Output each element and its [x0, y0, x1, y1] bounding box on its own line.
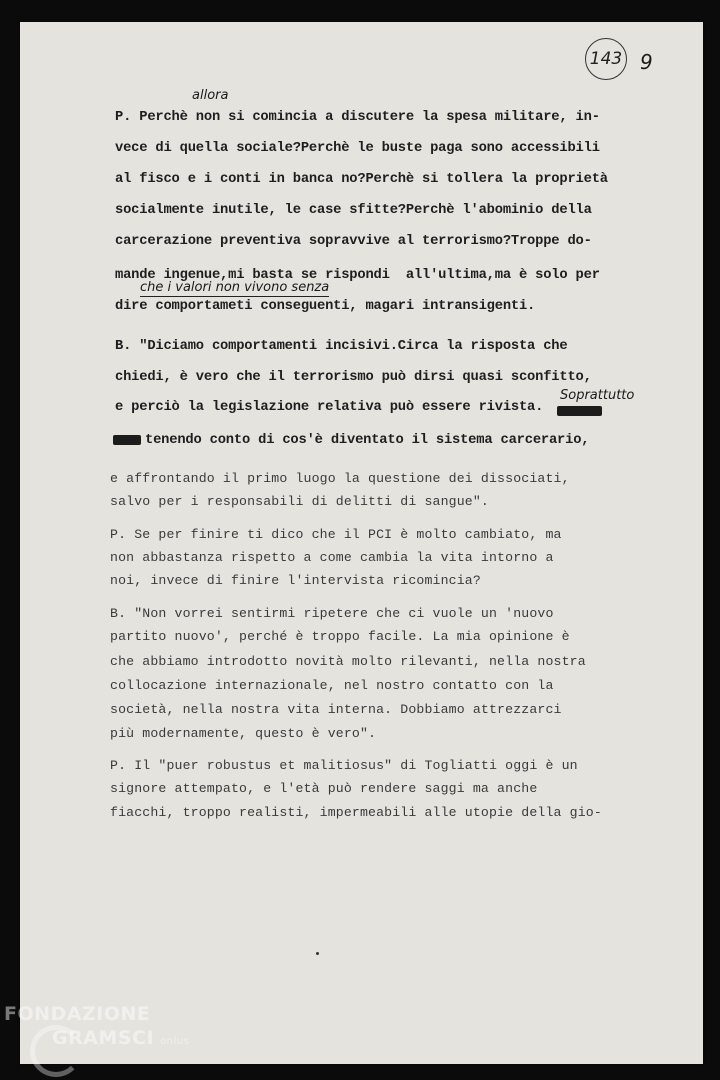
text-line: signore attempato, e l'età può rendere saggi ma anche: [110, 781, 538, 796]
text-line: al fisco e i conti in banca no?Perchè si tollera la proprietà: [115, 172, 608, 187]
text-line: società, nella nostra vita interna. Dobbiamo attrezzarci: [110, 702, 562, 717]
text-line: dire comportameti conseguenti, magari intransigenti.: [115, 299, 536, 314]
text-line: e perciò la legislazione relativa può essere rivista.: [115, 400, 544, 415]
text-line: P. Se per finire ti dico che il PCI è molto cambiato, ma: [110, 527, 562, 542]
logo-line1: FONDAZIONE: [4, 1003, 151, 1025]
text-line: e affrontando il primo luogo la questione dei dissociati,: [110, 471, 570, 486]
logo-onlus: onlus: [160, 1036, 190, 1047]
text-line: collocazione internazionale, nel nostro contatto con la: [110, 678, 554, 693]
annotation-soprattutto: Soprattutto: [560, 388, 635, 403]
redaction-mark: [113, 435, 141, 445]
text-line: partito nuovo', perché è troppo facile. La mia opinione è: [110, 629, 570, 644]
text-line: mande ingenue,mi basta se rispondi all'ultima,ma è solo per: [115, 268, 600, 283]
text-line: B. "Non vorrei sentirmi ripetere che ci vuole un 'nuovo: [110, 606, 554, 621]
text-line: tenendo conto di cos'è diventato il sistema carcerario,: [145, 433, 590, 448]
text-line: P. Il "puer robustus et malitiosus" di Togliatti oggi è un: [110, 758, 578, 773]
text-line: chiedi, è vero che il terrorismo può dirsi quasi sconfitto,: [115, 370, 592, 385]
text-line: noi, invece di finire l'intervista ricomincia?: [110, 573, 481, 588]
text-line: socialmente inutile, le case sfitte?Perchè l'abominio della: [115, 203, 592, 218]
text-line: che abbiamo introdotto novità molto rilevanti, nella nostra: [110, 654, 586, 669]
ink-dot: [316, 952, 319, 955]
redaction-mark: [557, 406, 602, 416]
text-line: B. "Diciamo comportamenti incisivi.Circa la risposta che: [115, 339, 568, 354]
annotation-allora: allora: [192, 88, 229, 103]
fondazione-gramsci-logo: [4, 1003, 190, 1049]
text-line: più modernamente, questo è vero".: [110, 726, 377, 741]
annotation-valori: che i valori non vivono senza: [140, 280, 330, 295]
logo-line2: GRAMSCI: [52, 1027, 155, 1049]
text-line: P. Perchè non si comincia a discutere la spesa militare, in-: [115, 110, 600, 125]
text-line: salvo per i responsabili di delitti di sangue".: [110, 494, 489, 509]
text-line: vece di quella sociale?Perchè le buste paga sono accessibili: [115, 141, 600, 156]
page-number-alt: 9: [640, 50, 653, 74]
text-line: non abbastanza rispetto a come cambia la vita intorno a: [110, 550, 554, 565]
text-line: carcerazione preventiva sopravvive al terrorismo?Troppe do-: [115, 234, 592, 249]
text-line: fiacchi, troppo realisti, impermeabili alle utopie della gio-: [110, 805, 602, 820]
page-number-circle: 143: [585, 38, 627, 80]
